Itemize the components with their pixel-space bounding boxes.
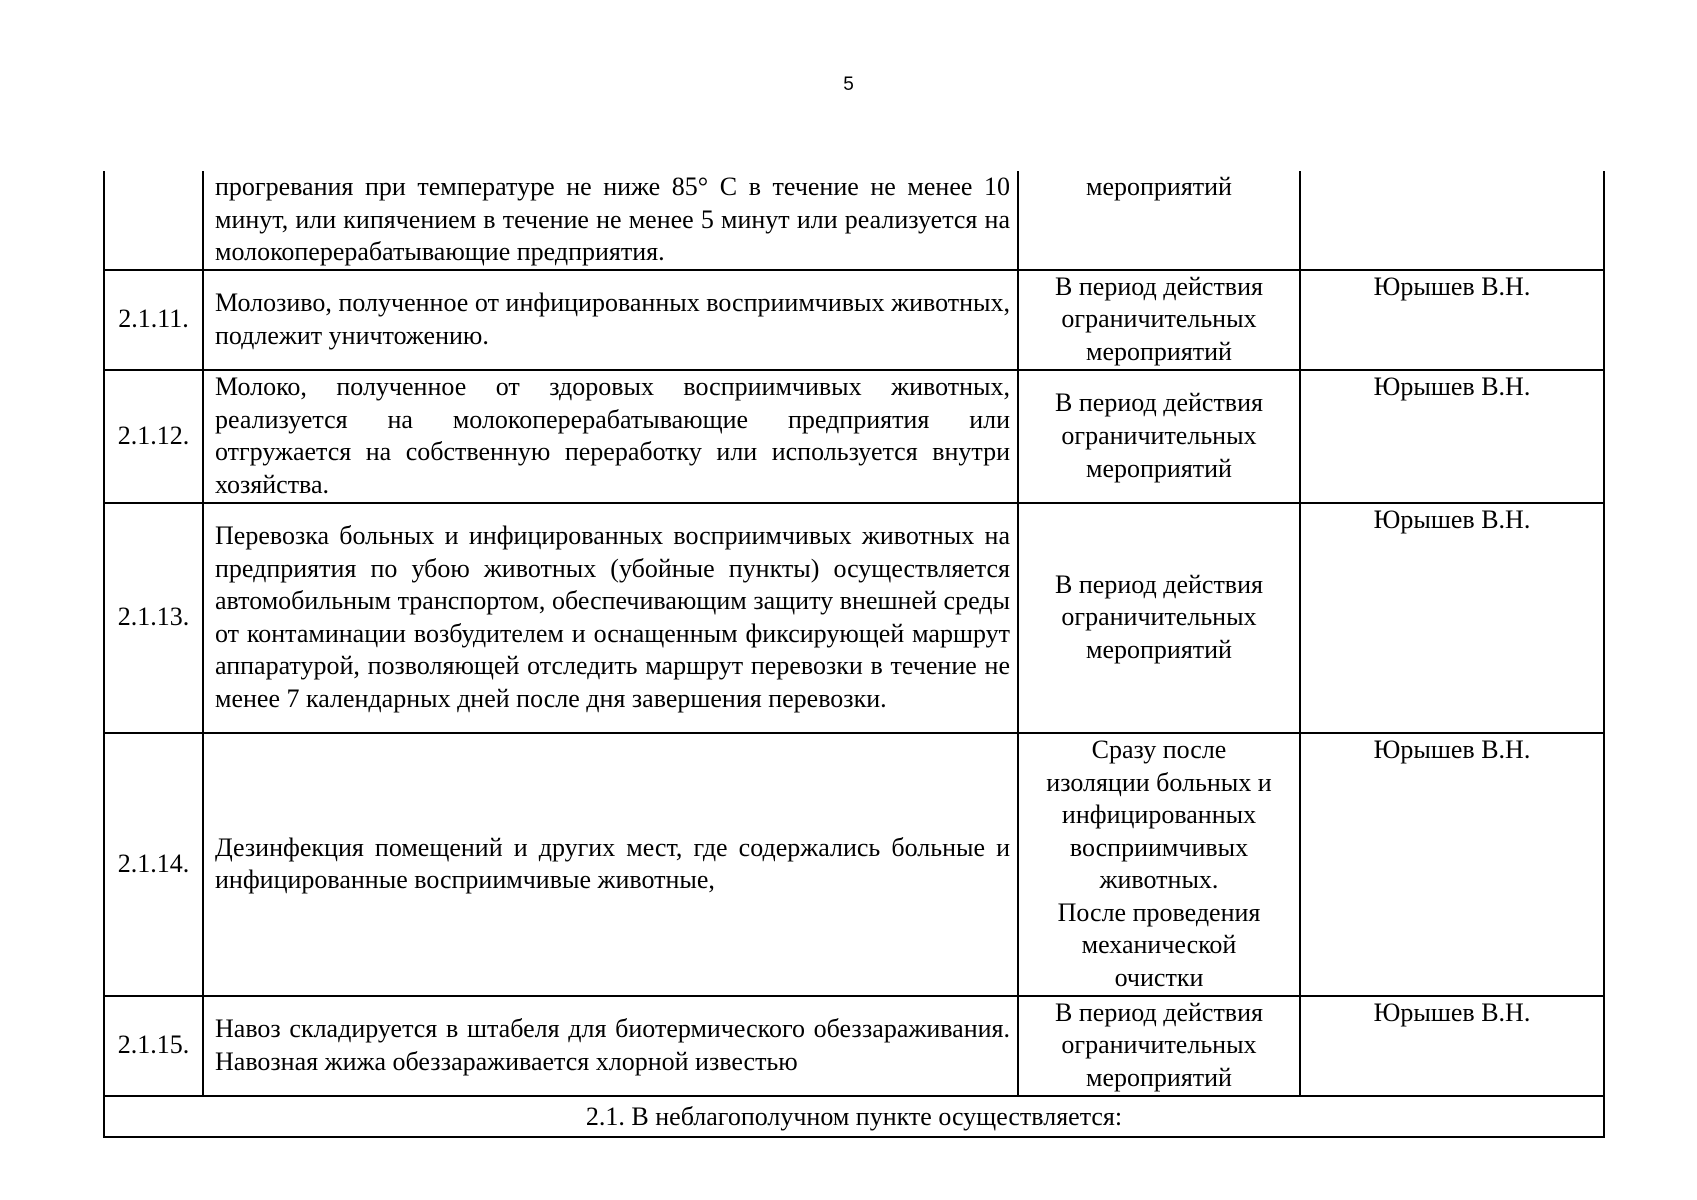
period-line: ограничительных (1061, 1030, 1257, 1060)
period-line: механической (1081, 930, 1237, 960)
table-row (104, 270, 1604, 370)
period-cell (1018, 370, 1300, 503)
row-number: 2.1.11. (104, 270, 203, 370)
table-row (104, 733, 1604, 996)
description-cell (203, 270, 1018, 370)
period-line: Сразу после (1091, 734, 1227, 764)
period-line: ограничительных (1061, 602, 1257, 632)
period-line: После проведения (1057, 897, 1261, 927)
period-line: мероприятий (1086, 337, 1232, 367)
period-line: В период действия (1055, 997, 1263, 1027)
responsible-name: Юрышев В.Н. (1300, 270, 1604, 370)
responsible-name: Юрышев В.Н. (1300, 503, 1604, 733)
description-text: Молоко, полученное от здоровых восприимчивых животных, реализуется на молокоперерабатывающие предприятия или отгружается на собственную переработку или используется внутри хозяйства. (215, 372, 1010, 499)
period-cell (1018, 733, 1300, 996)
section-footer-row (104, 1096, 1604, 1138)
description-cell (203, 370, 1018, 503)
period-line: мероприятий (1086, 635, 1232, 665)
period-line: инфицированных (1061, 800, 1257, 830)
period-line: В период действия (1055, 271, 1263, 301)
period-cell (1018, 996, 1300, 1096)
period-text: мероприятий (1086, 172, 1232, 201)
description-text: Молозиво, полученное от инфицированных восприимчивых животных, подлежит уничтожению. (215, 288, 1010, 350)
period-line: очистки (1114, 963, 1204, 993)
responsible-name: Юрышев В.Н. (1300, 733, 1604, 996)
page-number: 5 (843, 74, 854, 95)
description-cell (203, 996, 1018, 1096)
period-cell (1018, 171, 1300, 270)
description-text: Навоз складируется в штабеля для биотермического обеззараживания. Навозная жижа обеззараживается хлорной известью (215, 1014, 1010, 1076)
description-text: прогревания при температуре не ниже 85° С в течение не менее 10 минут, или кипячением в течение не менее 5 минут или реализуется на молокоперерабатывающие предприятия. (215, 172, 1010, 267)
table-row (104, 370, 1604, 503)
period-cell (1018, 503, 1300, 733)
table-row-continuation (104, 171, 1604, 270)
period-line: животных. (1099, 865, 1219, 895)
responsible-cell (1300, 171, 1604, 270)
row-number: 2.1.13. (104, 503, 203, 733)
period-line: мероприятий (1086, 1063, 1232, 1093)
period-line: ограничительных (1061, 420, 1257, 450)
period-line: В период действия (1055, 569, 1263, 599)
description-cell (203, 503, 1018, 733)
table-row (104, 996, 1604, 1096)
responsible-name: Юрышев В.Н. (1300, 996, 1604, 1096)
measures-table (103, 171, 1605, 1138)
responsible-name: Юрышев В.Н. (1300, 370, 1604, 503)
period-line: мероприятий (1086, 453, 1232, 483)
row-number: 2.1.12. (104, 370, 203, 503)
section-footer: 2.1. В неблагополучном пункте осуществляется: (104, 1096, 1604, 1138)
row-number: 2.1.14. (104, 733, 203, 996)
period-line: В период действия (1055, 388, 1263, 418)
description-cell (203, 733, 1018, 996)
number-cell (104, 171, 203, 270)
table-row (104, 503, 1604, 733)
description-text: Дезинфекция помещений и других мест, где содержались больные и инфицированные восприимчивые животные, (215, 832, 1010, 895)
description-cell (203, 171, 1018, 270)
row-number: 2.1.15. (104, 996, 203, 1096)
period-line: изоляции больных и (1046, 767, 1272, 797)
description-text: Перевозка больных и инфицированных восприимчивых животных на предприятия по убою животных (убойные пункты) осуществляется автомобильным транспортом, обеспечивающим защиту внешней среды от контаминации возбудителем и оснащенным фиксирующей маршрут аппаратурой, позволяющей отследить маршрут перевозки в течение не менее 7 календарных дней после дня завершения перевозки. (215, 521, 1010, 713)
period-cell (1018, 270, 1300, 370)
period-line: восприимчивых (1069, 832, 1249, 862)
period-line: ограничительных (1061, 304, 1257, 334)
